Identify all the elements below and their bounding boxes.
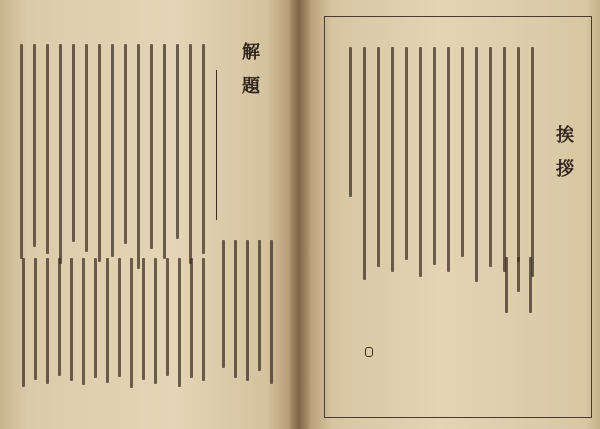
text-column-placeholder — [59, 44, 62, 264]
text-column-placeholder — [33, 44, 36, 247]
text-column-placeholder — [202, 258, 205, 381]
text-column-placeholder — [270, 240, 273, 384]
right-page — [310, 0, 600, 429]
text-column-placeholder — [130, 258, 133, 388]
text-column-placeholder — [391, 47, 394, 272]
text-column-placeholder — [447, 47, 450, 272]
text-column-placeholder — [166, 258, 169, 376]
text-column-placeholder — [433, 47, 436, 265]
text-column-placeholder — [142, 258, 145, 380]
text-column-placeholder — [94, 258, 97, 378]
text-column-placeholder — [106, 258, 109, 383]
text-column-placeholder — [349, 47, 352, 197]
text-column-placeholder — [111, 44, 114, 257]
text-column-placeholder — [377, 47, 380, 267]
text-column-placeholder — [405, 47, 408, 260]
text-column-placeholder — [489, 47, 492, 267]
text-column-placeholder — [517, 47, 520, 262]
text-column-placeholder — [475, 47, 478, 282]
upper-text-block — [12, 44, 208, 294]
text-column-placeholder — [461, 47, 464, 257]
text-column-placeholder — [529, 257, 532, 313]
text-column-placeholder — [222, 240, 225, 368]
greeting-closing-text — [495, 257, 535, 327]
text-column-placeholder — [22, 258, 25, 387]
text-column-placeholder — [46, 44, 49, 254]
text-column-placeholder — [505, 257, 508, 313]
text-column-placeholder — [34, 258, 37, 380]
binding-gutter — [290, 0, 310, 429]
text-column-placeholder — [178, 258, 181, 387]
text-column-placeholder — [70, 258, 73, 381]
page-heading-kaidai: 解題 — [239, 42, 260, 110]
text-column-placeholder — [46, 258, 49, 384]
signature-mark — [365, 347, 373, 357]
text-column-placeholder — [190, 258, 193, 378]
text-column-placeholder — [176, 44, 179, 239]
text-column-placeholder — [531, 47, 534, 277]
left-page — [0, 0, 290, 429]
lower-text-block — [12, 258, 208, 398]
text-column-placeholder — [124, 44, 127, 244]
text-column-placeholder — [150, 44, 153, 249]
text-column-placeholder — [234, 240, 237, 378]
text-column-placeholder — [503, 47, 506, 272]
text-column-placeholder — [58, 258, 61, 376]
text-column-placeholder — [82, 258, 85, 385]
text-column-placeholder — [258, 240, 261, 371]
page-heading-aisatsu: 挨拶 — [553, 125, 574, 193]
heading-column-text — [216, 240, 276, 400]
text-column-placeholder — [98, 44, 101, 262]
text-column-placeholder — [20, 44, 23, 259]
text-column-placeholder — [189, 44, 192, 264]
text-column-placeholder — [246, 240, 249, 381]
page-frame — [324, 16, 592, 418]
text-column-placeholder — [419, 47, 422, 277]
text-column-placeholder — [517, 257, 520, 292]
text-column-placeholder — [154, 258, 157, 384]
text-column-placeholder — [137, 44, 140, 269]
text-column-placeholder — [72, 44, 75, 242]
text-column-placeholder — [163, 44, 166, 259]
text-column-placeholder — [363, 47, 366, 280]
text-column-placeholder — [85, 44, 88, 252]
text-column-placeholder — [202, 44, 205, 254]
heading-rule — [216, 70, 217, 220]
text-column-placeholder — [118, 258, 121, 377]
